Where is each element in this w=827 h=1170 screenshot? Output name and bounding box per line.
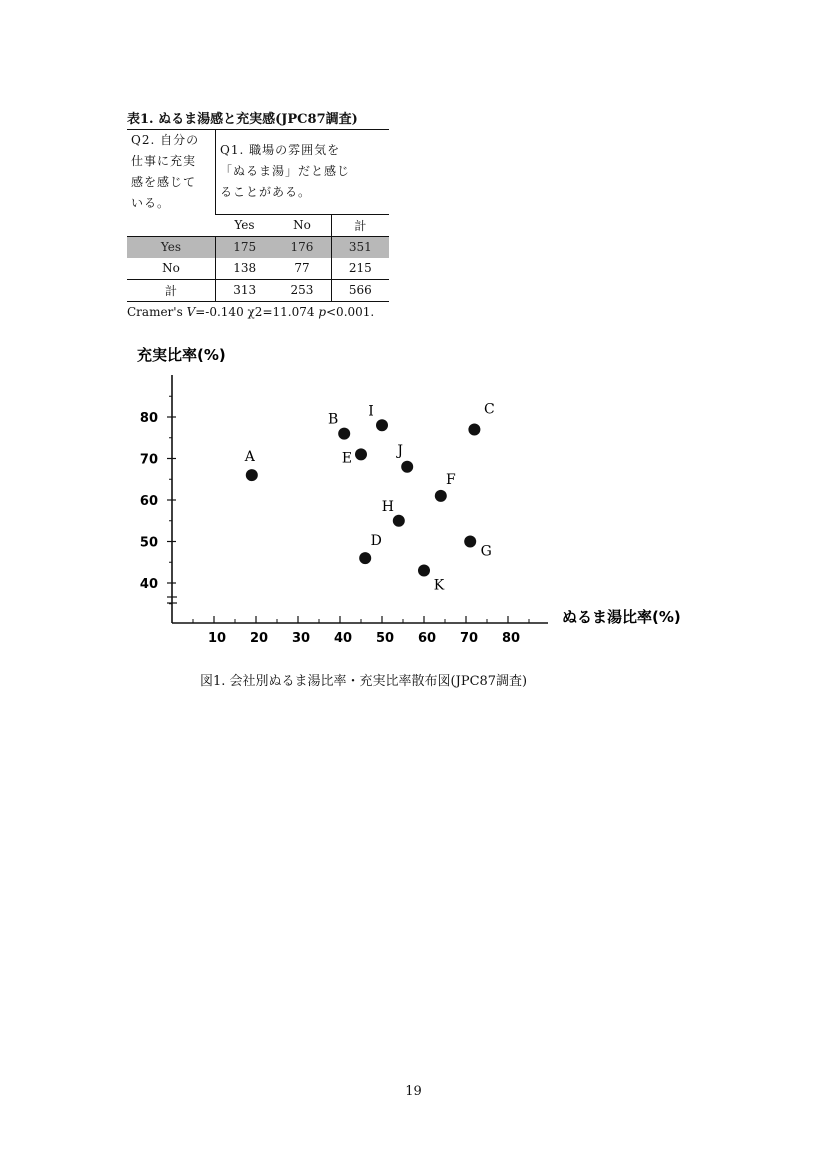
q2-line: Q2. 自分の (131, 133, 200, 147)
row-label: Yes (127, 236, 216, 258)
chart-ticks (140, 396, 529, 646)
x-axis-label: ぬるま湯比率(%) (562, 608, 681, 626)
cell: 77 (294, 261, 310, 275)
y-tick-label: 60 (139, 494, 158, 509)
data-point-b (338, 428, 350, 440)
p-value: <0.001. (326, 304, 375, 319)
x-tick-label: 60 (417, 631, 437, 646)
cross-table (127, 130, 389, 302)
table-statistics (127, 305, 389, 319)
x-tick-label: 10 (207, 631, 227, 646)
q1-line: Q1. 職場の雰囲気を (220, 143, 341, 158)
q2-line: 仕事に充実 (131, 154, 197, 168)
data-point-f (435, 490, 447, 502)
point-label: D (370, 533, 382, 550)
v-symbol: V (186, 304, 196, 319)
y-axis-label: 充実比率(%) (137, 346, 226, 364)
point-label: K (433, 577, 445, 594)
q2-header (127, 130, 216, 214)
y-tick-label: 70 (139, 452, 158, 468)
table-row (127, 258, 389, 280)
point-label: A (244, 449, 255, 466)
y-tick-label: 40 (139, 577, 158, 592)
q2-line: いる。 (131, 196, 171, 210)
y-tick-label: 80 (139, 411, 158, 426)
cell: 253 (273, 279, 331, 301)
cross-table-block (127, 108, 389, 319)
chi-square: χ2=11.074 (247, 304, 315, 319)
x-tick-label: 30 (291, 631, 311, 646)
y-tick-label: 50 (139, 535, 158, 551)
x-tick-label: 80 (501, 631, 521, 646)
table-caption: 表1. ぬるま湯感と充実感(JPC87調査) (127, 108, 389, 130)
data-point-i (376, 419, 388, 431)
page-number: 19 (405, 1084, 422, 1099)
cell: 138 (233, 261, 257, 275)
x-tick-label: 70 (459, 631, 479, 646)
cramer-value: =-0.140 (195, 304, 244, 319)
data-point-h (393, 515, 405, 527)
data-point-c (468, 423, 480, 435)
q1-line: ることがある。 (220, 185, 312, 200)
row-label: 計 (127, 279, 216, 301)
data-point-a (246, 469, 258, 481)
point-label: F (445, 471, 456, 488)
cell: 176 (273, 236, 331, 258)
cell: 215 (331, 258, 389, 280)
column-header-no: No (273, 214, 331, 236)
data-point-k (418, 565, 430, 577)
point-label: E (341, 450, 353, 467)
point-label: J (397, 442, 404, 459)
p-symbol: p (318, 304, 326, 319)
q1-header (216, 130, 390, 214)
q2-line: 感を感じて (131, 175, 197, 189)
column-header-total: 計 (331, 214, 389, 236)
data-point-j (401, 461, 413, 473)
table-row (127, 236, 389, 258)
table-row (127, 279, 389, 301)
x-tick-label: 50 (375, 631, 395, 646)
data-point-e (355, 448, 367, 460)
data-point-g (464, 536, 476, 548)
point-label: G (480, 543, 492, 560)
column-header-blank (127, 214, 216, 236)
data-point-d (359, 552, 371, 564)
q1-line: 「ぬるま湯」だと感じ (220, 164, 351, 179)
point-label: B (328, 411, 339, 428)
x-tick-label: 40 (333, 631, 353, 646)
row-label: No (127, 258, 216, 280)
cramer-label: Cramer's (127, 304, 187, 319)
cell: 175 (216, 236, 274, 258)
column-header-yes: Yes (216, 214, 274, 236)
point-label: H (381, 498, 394, 515)
x-tick-label: 20 (249, 631, 269, 646)
figure-caption: 図1. 会社別ぬるま湯比率・充実比率散布図(JPC87調査) (200, 674, 528, 689)
chart-marks (244, 401, 495, 593)
cell: 566 (331, 279, 389, 301)
point-label: C (484, 401, 495, 418)
point-label: I (368, 403, 374, 420)
cell: 351 (331, 236, 389, 258)
chart-axes (167, 375, 548, 623)
cell: 313 (216, 279, 274, 301)
